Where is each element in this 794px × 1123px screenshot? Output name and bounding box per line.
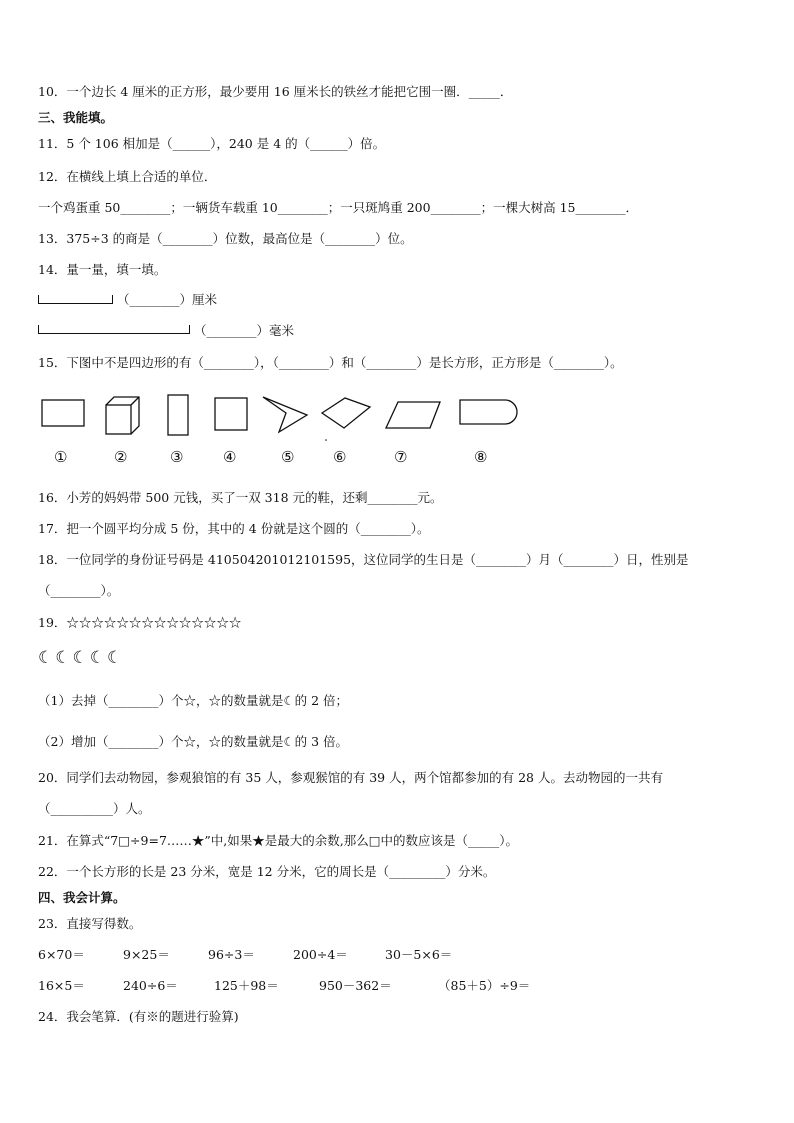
shape-label-3: ③ <box>170 448 184 466</box>
calc-1-5: 30－5×6＝ <box>385 947 453 962</box>
section-4-heading: 四、我会计算。 <box>38 890 126 905</box>
shape-kite <box>322 398 370 428</box>
shape-square <box>215 398 247 430</box>
question-24: 24．我会笔算．(有※的题进行验算) <box>38 1009 239 1024</box>
calc-1-3: 96÷3＝ <box>208 947 255 962</box>
question-23: 23．直接写得数。 <box>38 916 142 931</box>
measure-segment-short <box>38 294 113 304</box>
question-10: 10．一个边长 4 厘米的正方形，最少要用 16 厘米长的铁丝才能把它围一圈．_____． <box>38 84 513 99</box>
shape-label-1: ① <box>54 448 68 466</box>
shape-label-6: ⑥ <box>333 448 347 466</box>
calc-2-5: （85＋5）÷9＝ <box>438 978 531 993</box>
question-19-stars: 19．☆☆☆☆☆☆☆☆☆☆☆☆☆☆ <box>38 615 242 630</box>
question-19-moons: ☾☾☾☾☾ <box>38 648 125 668</box>
question-22: 22．一个长方形的长是 23 分米，宽是 12 分米，它的周长是（_________）分米。 <box>38 864 496 879</box>
question-17: 17．把一个圆平均分成 5 份，其中的 4 份就是这个圆的（________）。 <box>38 521 430 536</box>
calc-2-3: 125＋98＝ <box>214 978 279 993</box>
question-16: 16．小芳的妈妈带 500 元钱，买了一双 318 元的鞋，还剩________元。 <box>38 490 443 505</box>
question-19-part-1: （1）去掉（________）个☆，☆的数量就是☾的 2 倍； <box>38 693 349 708</box>
question-11: 11．5 个 106 相加是（______），240 是 4 的（______）倍。 <box>38 136 386 151</box>
shape-parallelogram <box>386 402 440 428</box>
calc-2-2: 240÷6＝ <box>123 978 178 993</box>
question-18-continued: （________）。 <box>38 583 120 598</box>
shape-arrowhead <box>263 397 307 432</box>
question-20-continued: （__________）人。 <box>38 801 151 816</box>
question-19-part-2: （2）增加（________）个☆，☆的数量就是☾的 3 倍。 <box>38 734 349 749</box>
question-20: 20．同学们去动物园，参观狼馆的有 35 人，参观猴馆的有 39 人，两个馆都参加的有 28 人。去动物园的一共有 <box>38 770 663 785</box>
question-14-answer-mm: （________）毫米 <box>194 323 295 338</box>
question-12-blanks: 一个鸡蛋重 50________；一辆货车载重 10________；一只斑鸠重 200________；一棵大树高 15________． <box>38 200 638 215</box>
shape-label-4: ④ <box>223 448 237 466</box>
calc-1-1: 6×70＝ <box>38 947 85 962</box>
calc-1-4: 200÷4＝ <box>293 947 348 962</box>
calc-2-4: 950－362＝ <box>319 978 392 993</box>
question-18: 18．一位同学的身份证号码是 410504201012101595，这位同学的生日是（________）月（________）日，性别是 <box>38 552 689 567</box>
shape-label-7: ⑦ <box>394 448 408 466</box>
calc-1-2: 9×25＝ <box>123 947 170 962</box>
shape-rounded-tab <box>460 400 517 424</box>
question-12: 12．在横线上填上合适的单位． <box>38 169 217 184</box>
shape-label-8: ⑧ <box>474 448 488 466</box>
shape-label-2: ② <box>114 448 128 466</box>
shape-rectangle <box>42 400 84 426</box>
question-14-answer-cm: （________）厘米 <box>117 292 218 307</box>
question-15: 15．下图中不是四边形的有（________），（________）和（________）是长方形，正方形是（________）。 <box>38 355 623 370</box>
question-21: 21．在算式“7□÷9=7……★”中,如果★是最大的余数,那么□中的数应该是（_____）。 <box>38 833 519 848</box>
section-3-heading: 三、我能填。 <box>38 110 114 125</box>
measure-segment-long <box>38 324 190 334</box>
shape-label-5: ⑤ <box>281 448 295 466</box>
shapes-figure <box>0 390 794 450</box>
shape-cube <box>106 397 139 434</box>
shape-tall-rectangle <box>168 395 188 435</box>
question-14: 14．量一量，填一填。 <box>38 262 167 277</box>
calc-2-1: 16×5＝ <box>38 978 85 993</box>
question-13: 13．375÷3 的商是（________）位数，最高位是（________）位。 <box>38 231 413 246</box>
